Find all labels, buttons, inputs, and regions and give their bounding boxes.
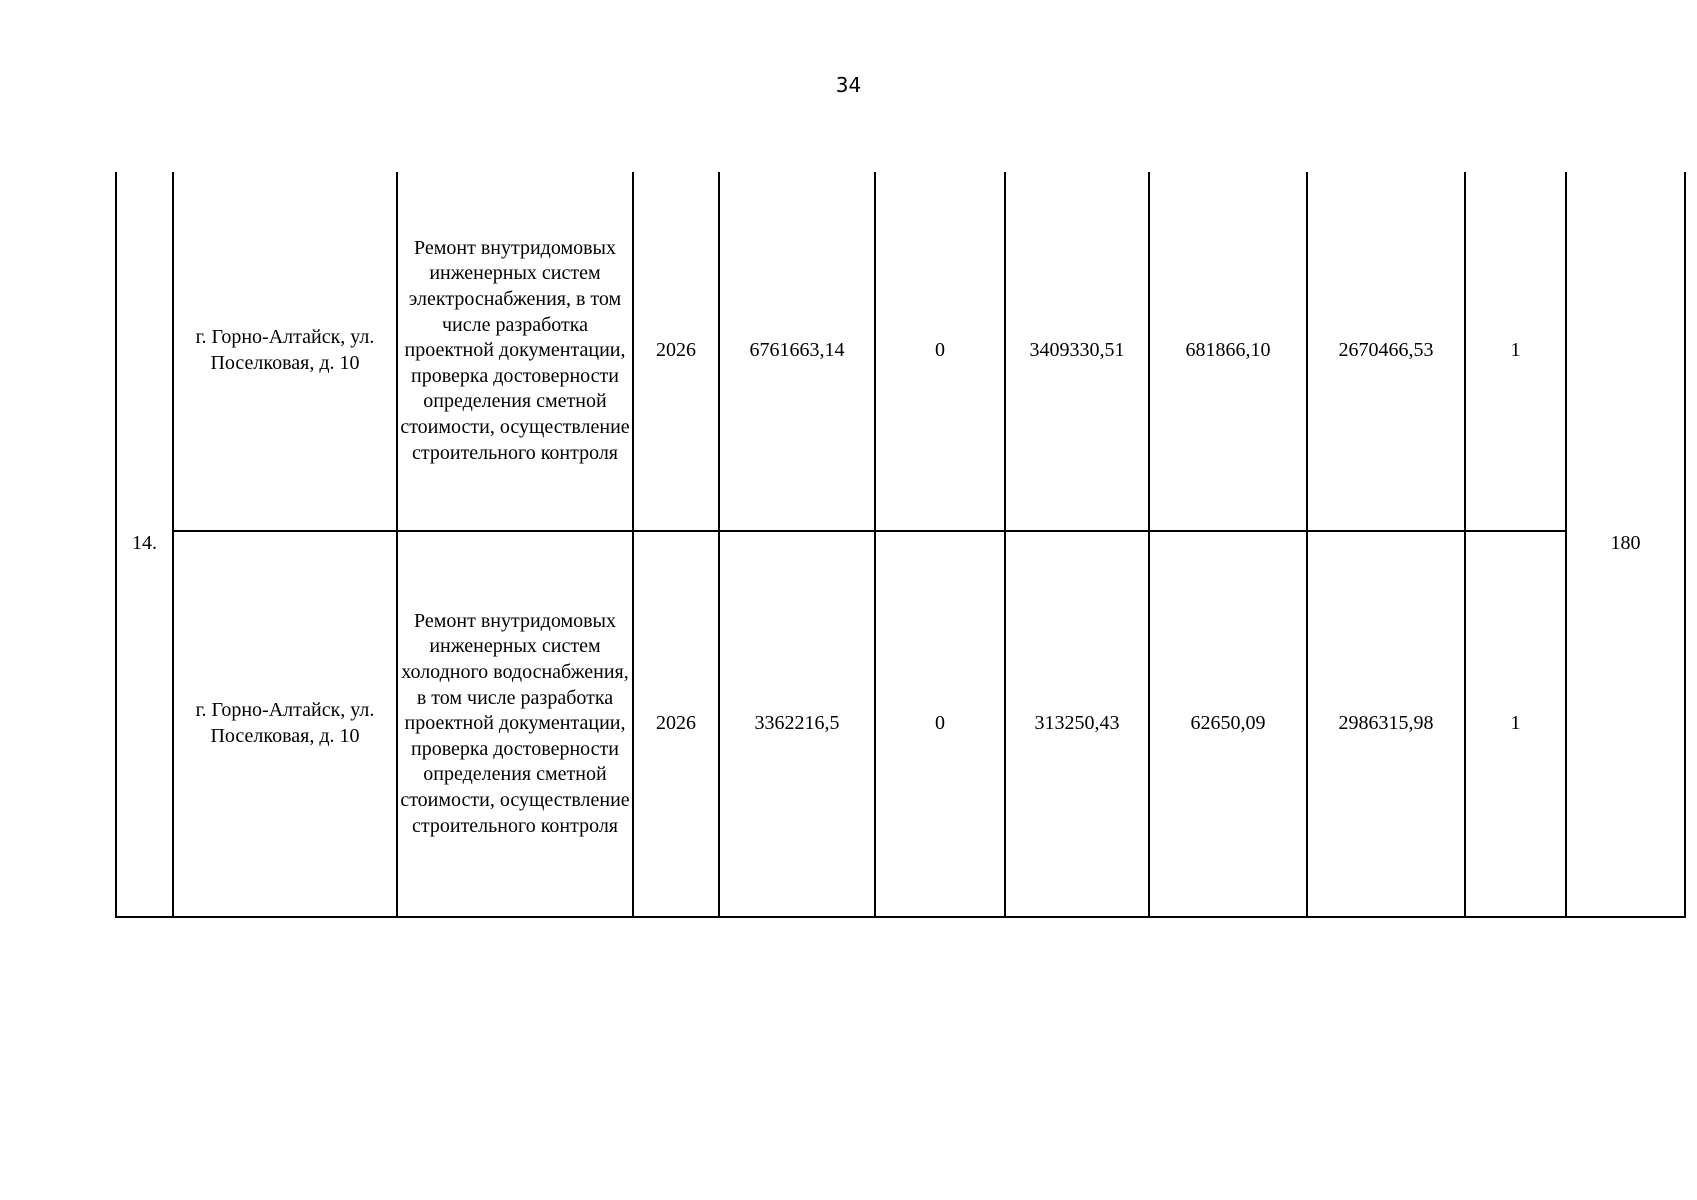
works-table — [115, 172, 1686, 918]
table-row — [116, 531, 1685, 917]
total-cell: 3362216,5 — [719, 531, 875, 917]
page-number: 34 — [835, 73, 862, 97]
amount-cell: 2986315,98 — [1307, 531, 1465, 917]
work-description-cell: Ремонт внутридомовых инженерных систем электроснабжения, в том числе разработка проектной документации, проверка достоверности определения сметной стоимости, осуществление строительного контроля — [397, 172, 633, 531]
count-cell: 1 — [1465, 531, 1566, 917]
amount-cell: 3409330,51 — [1005, 172, 1149, 531]
amount-cell: 62650,09 — [1149, 531, 1307, 917]
amount-cell: 0 — [875, 531, 1005, 917]
year-cell: 2026 — [633, 531, 719, 917]
item-number-cell: 14. — [116, 172, 173, 917]
work-description-cell: Ремонт внутридомовых инженерных систем холодного водоснабжения, в том числе разработка проектной документации, проверка достоверности определения сметной стоимости, осуществление строительного контроля — [397, 531, 633, 917]
year-cell: 2026 — [633, 172, 719, 531]
amount-cell: 313250,43 — [1005, 531, 1149, 917]
amount-cell: 0 — [875, 172, 1005, 531]
address-cell: г. Горно-Алтайск, ул. Поселковая, д. 10 — [173, 172, 397, 531]
group-value-cell: 180 — [1566, 172, 1685, 917]
amount-cell: 2670466,53 — [1307, 172, 1465, 531]
address-cell: г. Горно-Алтайск, ул. Поселковая, д. 10 — [173, 531, 397, 917]
table-row — [116, 172, 1685, 531]
total-cell: 6761663,14 — [719, 172, 875, 531]
count-cell: 1 — [1465, 172, 1566, 531]
amount-cell: 681866,10 — [1149, 172, 1307, 531]
